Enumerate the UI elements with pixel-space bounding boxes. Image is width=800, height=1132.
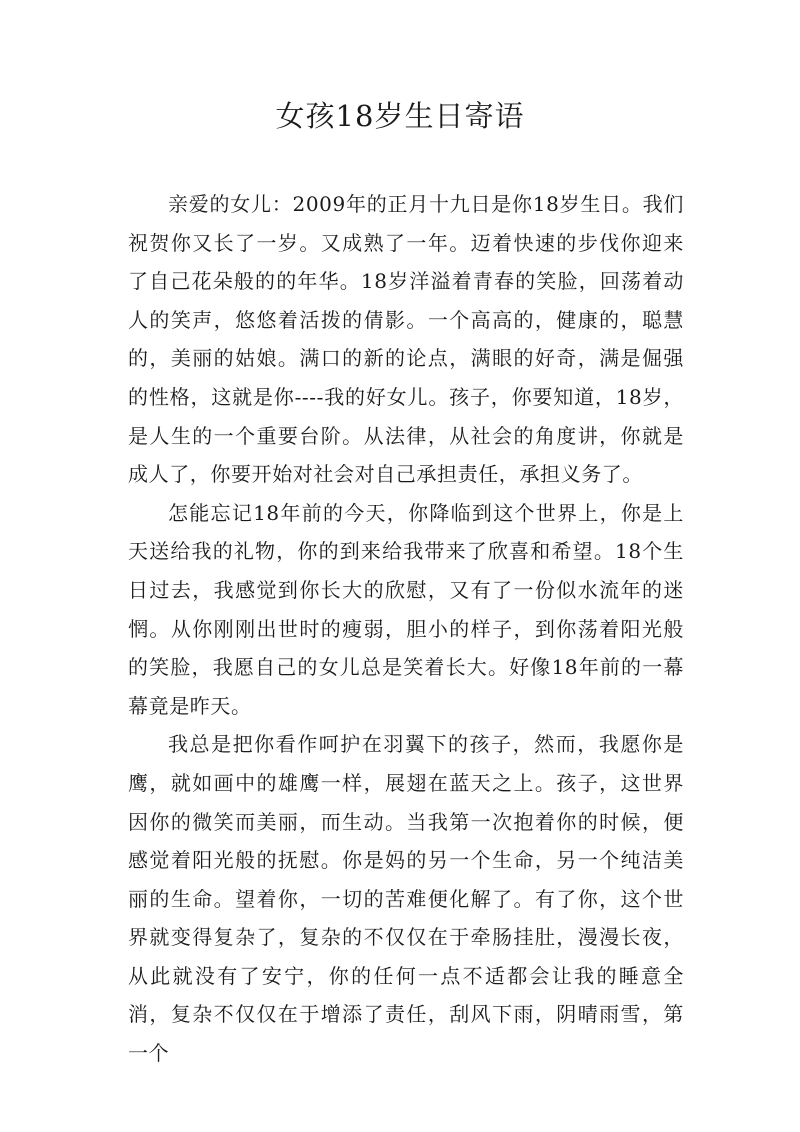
paragraph-2: 怎能忘记18年前的今天，你降临到这个世界上，你是上天送给我的礼物，你的到来给我带来了欣喜和希望。18个生日过去，我感觉到你长大的欣慰，又有了一份似水流年的迷惘。从你刚刚出世时的瘦弱，胆小的样子，到你荡着阳光般的笑脸，我愿自己的女儿总是笑着长大。好像18年前的一幕幕竟是昨天。 <box>128 500 684 718</box>
document-body <box>128 185 684 1073</box>
document-title: 女孩18岁生日寄语 <box>275 99 525 133</box>
paragraph-1: 亲爱的女儿：2009年的正月十九日是你18岁生日。我们祝贺你又长了一岁。又成熟了一年。迈着快速的步伐你迎来了自己花朵般的的年华。18岁洋溢着青春的笑脸，回荡着动人的笑声，悠悠着活拨的倩影。一个高高的，健康的，聪慧的，美丽的姑娘。满口的新的论点，满眼的好奇，满是倔强的性格，这就是你----我的好女儿。孩子，你要知道，18岁，是人生的一个重要台阶。从法律，从社会的角度讲，你就是成人了，你要开始对社会对自己承担责任，承担义务了。 <box>128 192 684 487</box>
paragraph-3: 我总是把你看作呵护在羽翼下的孩子，然而，我愿你是鹰，就如画中的雄鹰一样，展翅在蓝天之上。孩子，这世界因你的微笑而美丽，而生动。当我第一次抱着你的时候，便感觉着阳光般的抚慰。你是妈的另一个生命，另一个纯洁美丽的生命。望着你，一切的苦难便化解了。有了你，这个世界就变得复杂了，复杂的不仅仅在于牵肠挂肚，漫漫长夜，从此就没有了安宁，你的任何一点不适都会让我的睡意全消，复杂不仅仅在于增添了责任，刮风下雨，阴晴雨雪，第一个 <box>128 732 684 1066</box>
